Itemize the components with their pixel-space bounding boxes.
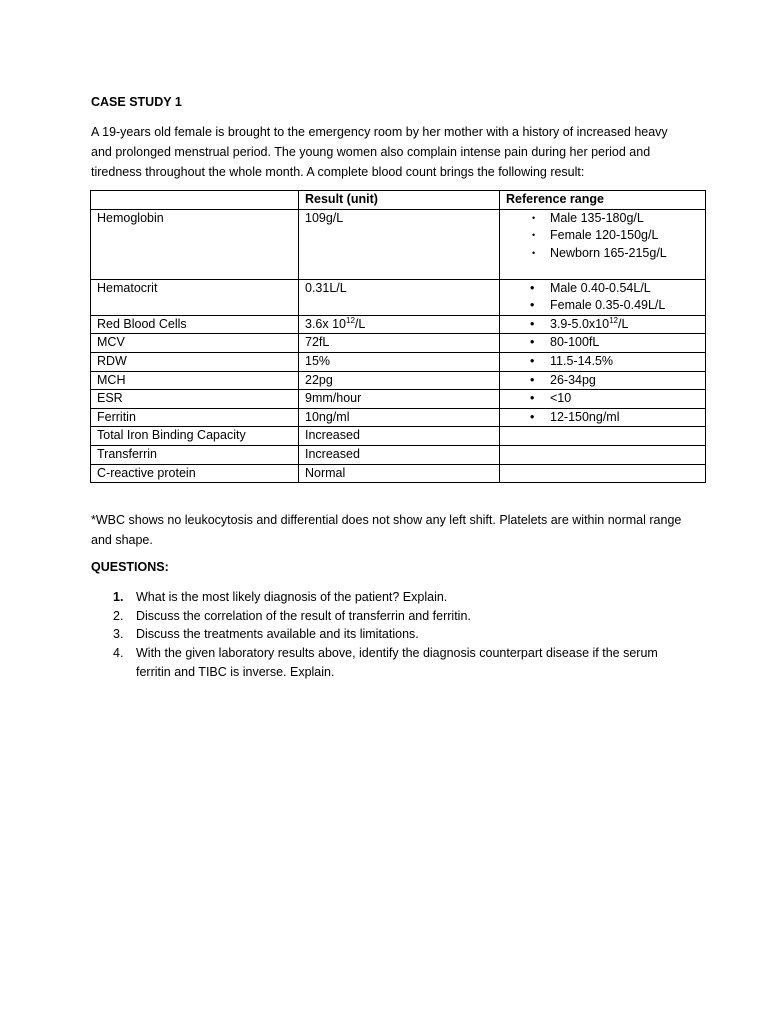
table-header-row (91, 191, 706, 210)
question-number: 2. (113, 608, 124, 623)
reference-range (500, 279, 706, 315)
ref-unit: /L (617, 316, 629, 331)
question-item (91, 625, 681, 644)
table-row (91, 209, 706, 279)
reference-range (500, 408, 706, 427)
header-test (91, 191, 299, 210)
test-name: Transferrin (91, 445, 299, 464)
test-name: Ferritin (91, 408, 299, 427)
question-number: 1. (113, 590, 124, 604)
question-text: What is the most likely diagnosis of the patient? Explain. (136, 590, 448, 604)
table-row (91, 408, 706, 427)
reference-range (500, 209, 706, 279)
reference-range (500, 352, 706, 371)
table-row (91, 427, 706, 446)
test-name: C-reactive protein (91, 464, 299, 483)
table-row (91, 279, 706, 315)
reference-item: • 26-34pg (506, 372, 699, 390)
questions-list (91, 588, 681, 682)
test-result: Increased (299, 427, 500, 446)
test-result: 72fL (299, 334, 500, 353)
test-result: 0.31L/L (299, 279, 500, 315)
case-title: CASE STUDY 1 (91, 95, 182, 109)
case-intro: A 19-years old female is brought to the emergency room by her mother with a history of increased heavy and prolonged menstrual period. The young women also complain intense pain during her period and tiredness throughout the whole month. A complete blood count brings the following result: (91, 125, 668, 179)
question-text: Discuss the treatments available and its limitations. (136, 627, 419, 642)
table-row (91, 315, 706, 334)
question-number: 4. (113, 646, 124, 661)
header-result: Result (unit) (299, 191, 500, 210)
reference-range (500, 427, 706, 446)
reference-item: • 80-100fL (506, 334, 699, 352)
test-name: Hemoglobin (91, 209, 299, 279)
test-name: Total Iron Binding Capacity (91, 427, 299, 446)
reference-item: • 12-150ng/ml (506, 409, 699, 427)
test-result: 15% (299, 352, 500, 371)
table-row (91, 334, 706, 353)
test-result (299, 315, 500, 334)
questions-heading: QUESTIONS: (91, 560, 169, 574)
table-row (91, 352, 706, 371)
reference-range (500, 315, 706, 334)
reference-item: • 11.5-14.5% (506, 353, 699, 371)
reference-item: • Female 120-150g/L (506, 227, 699, 245)
reference-item: • Male 0.40-0.54L/L (506, 280, 699, 298)
reference-item (506, 316, 699, 334)
header-reference: Reference range (500, 191, 706, 210)
reference-range (500, 334, 706, 353)
ref-base: 3.9-5.0x10 (550, 316, 610, 331)
test-name: MCH (91, 371, 299, 390)
table-row (91, 464, 706, 483)
wbc-note: *WBC shows no leukocytosis and differential does not show any left shift. Platelets are within normal range and shape. (91, 513, 682, 547)
reference-item: • Newborn 165-215g/L (506, 245, 699, 263)
question-item (91, 588, 681, 607)
result-exponent: 12 (346, 315, 355, 325)
test-name: Red Blood Cells (91, 315, 299, 334)
test-result: Increased (299, 445, 500, 464)
cbc-results-table (90, 190, 706, 483)
question-text: With the given laboratory results above, identify the diagnosis counterpart disease if the serum ferritin and TIBC is inverse. Explain. (136, 646, 658, 679)
test-name: Hematocrit (91, 279, 299, 315)
reference-range (500, 390, 706, 409)
table-row (91, 371, 706, 390)
reference-range (500, 445, 706, 464)
result-base: 3.6x 10 (305, 316, 347, 331)
test-result: Normal (299, 464, 500, 483)
test-result: 109g/L (299, 209, 500, 279)
test-name: MCV (91, 334, 299, 353)
test-result: 10ng/ml (299, 408, 500, 427)
question-item (91, 644, 681, 681)
test-result: 9mm/hour (299, 390, 500, 409)
question-number: 3. (113, 627, 124, 642)
reference-item: • Female 0.35-0.49L/L (506, 297, 699, 315)
question-item (91, 607, 681, 626)
ref-exponent: 12 (609, 315, 618, 325)
reference-range (500, 371, 706, 390)
reference-item: • <10 (506, 390, 699, 408)
test-name: ESR (91, 390, 299, 409)
table-row (91, 390, 706, 409)
reference-range (500, 464, 706, 483)
test-name: RDW (91, 352, 299, 371)
table-row (91, 445, 706, 464)
reference-item: • Male 135-180g/L (506, 210, 699, 228)
result-unit: /L (354, 316, 366, 331)
test-result: 22pg (299, 371, 500, 390)
question-text: Discuss the correlation of the result of transferrin and ferritin. (136, 608, 471, 623)
